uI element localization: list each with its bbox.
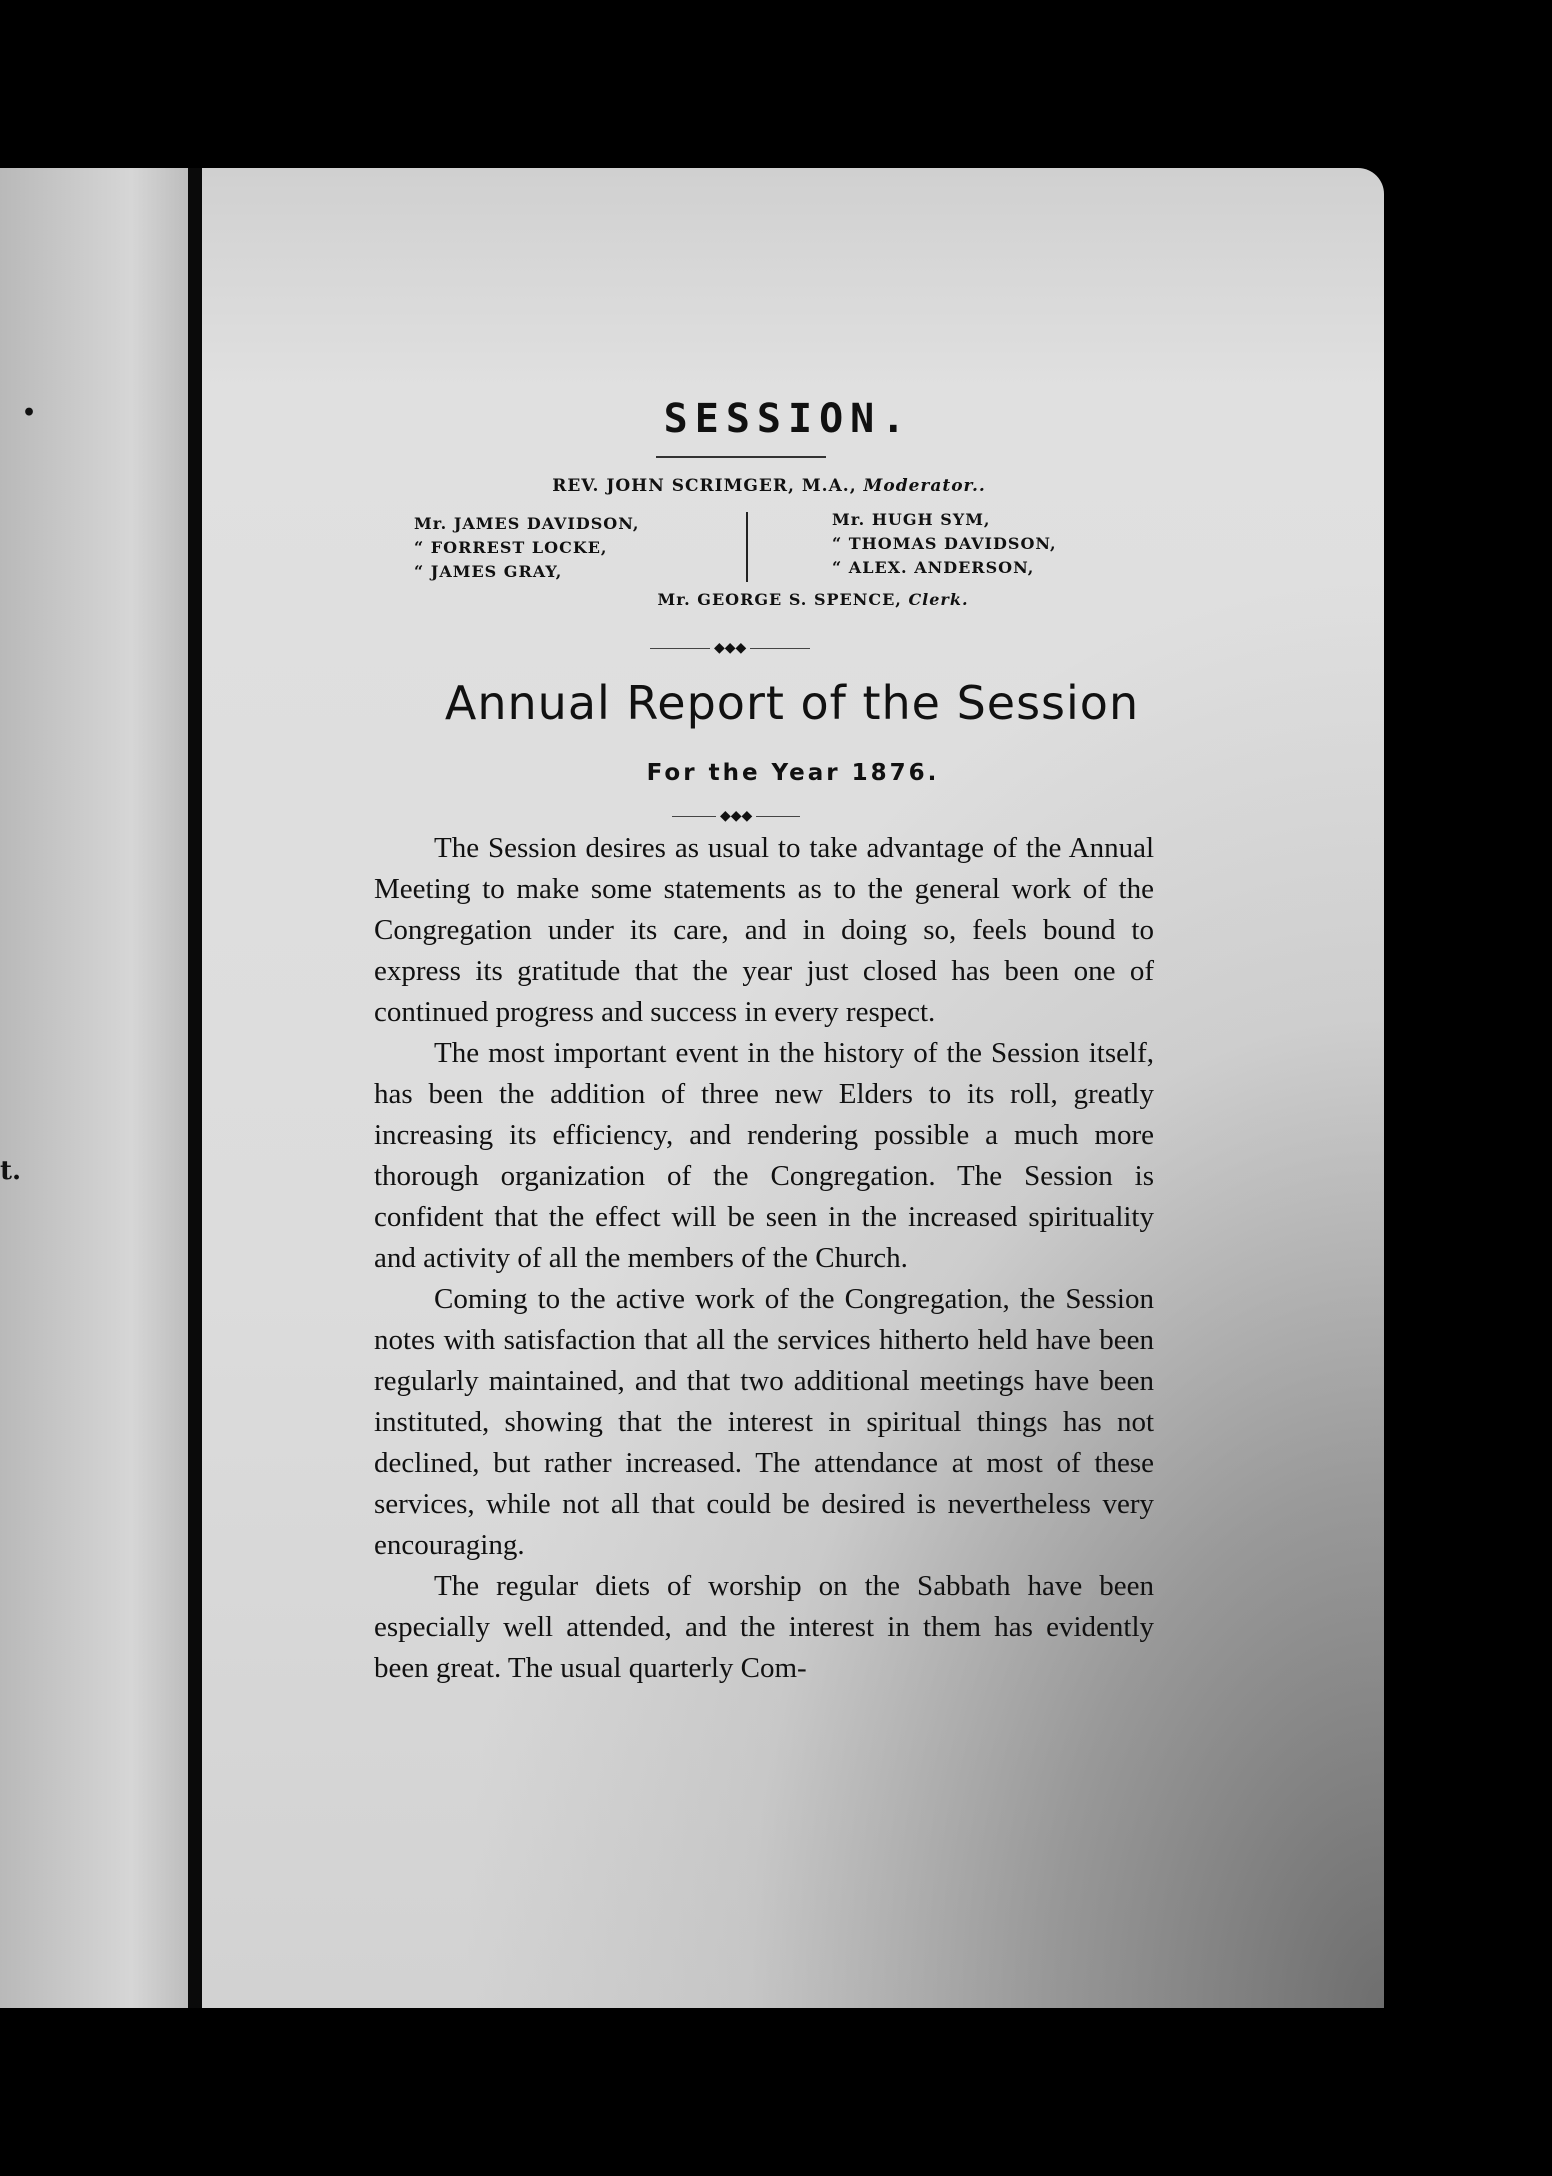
session-heading: SESSION. <box>663 396 913 442</box>
left-page-edge <box>0 168 188 2008</box>
clerk-name: Mr. GEORGE S. SPENCE, <box>657 590 902 609</box>
elders-left-column <box>414 512 639 584</box>
left-page-mark: t. <box>0 1156 22 1186</box>
ornamental-rule: ◆◆◆ <box>672 806 800 826</box>
body-paragraph: The Session desires as usual to take advantage of the Annual Meeting to make some statements as to the general work of the Congregation under its care, and in doing so, feels bound to express its gratitude that the year just closed has been one of continued progress and success in every respect. <box>374 832 1154 1028</box>
elder-name: “ ALEX. ANDERSON, <box>832 558 1035 577</box>
elders-right-column <box>832 508 1057 580</box>
document-page <box>202 168 1384 2008</box>
clerk-line <box>242 590 1384 609</box>
body-paragraph: Coming to the active work of the Congregation, the Session notes with satisfaction that all the services hitherto held have been regularly maintained, and that two additional meetings have been instituted, showing that the interest in spiritual things has not declined, but rather increased. The attendance at most of these services, while not all that could be desired is nevertheless very encouraging. <box>374 1283 1154 1561</box>
body-paragraph: The most important event in the history of the Session itself, has been the addition of three new Elders to its roll, greatly increasing its efficiency, and rendering possible a much more thorough organization of the Congregation. The Session is confident that the effect will be seen in the increased spirituality and activity of all the members of the Church. <box>374 1037 1154 1274</box>
report-subtitle: For the Year 1876. <box>646 760 940 786</box>
moderator-line <box>154 476 1384 496</box>
elder-name: “ FORREST LOCKE, <box>414 538 608 557</box>
moderator-name: REV. JOHN SCRIMGER, M.A., <box>552 476 857 496</box>
report-title: Annual Report of the Session <box>444 676 1140 730</box>
report-body <box>374 828 1154 1689</box>
heading-rule <box>656 456 826 458</box>
elder-name: Mr. HUGH SYM, <box>832 510 991 529</box>
body-paragraph: The regular diets of worship on the Sabbath have been especially well attended, and the interest in them has evidently been great. The usual quarterly Com- <box>374 1570 1154 1684</box>
elder-name: “ THOMAS DAVIDSON, <box>832 534 1057 553</box>
elder-name: Mr. JAMES DAVIDSON, <box>414 514 640 533</box>
clerk-role: Clerk. <box>908 590 969 609</box>
book-gutter <box>188 168 202 2008</box>
left-page-mark: • <box>22 400 37 426</box>
ornamental-rule: ◆◆◆ <box>650 638 810 658</box>
elder-name: “ JAMES GRAY, <box>414 562 563 581</box>
moderator-role: Moderator.. <box>863 476 986 496</box>
elders-divider <box>746 512 748 582</box>
